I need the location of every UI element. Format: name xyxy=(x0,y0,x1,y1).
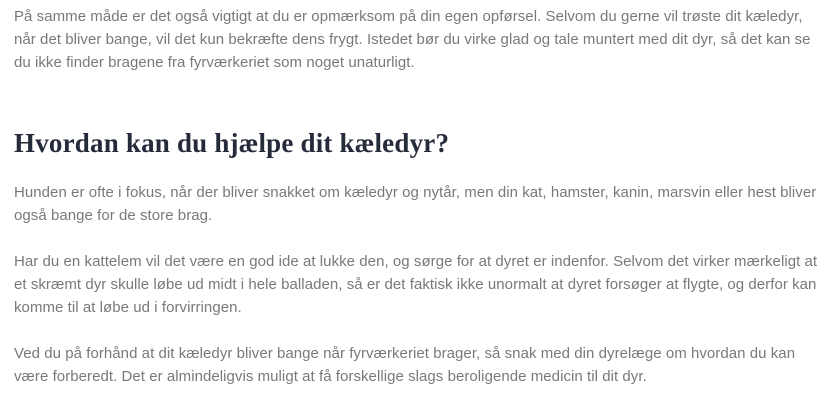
paragraph-own-behaviour: På samme måde er det også vigtigt at du er opmærksom på din egen opførsel. Selvom du gerne vil trøste dit kæledyr, når det bliver bange, vil det kun bekræfte dens frygt. Istedet bør du virke glad og tale muntert med dit dyr, så det kan se du ikke finder bragene fra fyrværkeriet som noget unaturligt. xyxy=(14,8,811,71)
paragraph-vet-advice: Ved du på forhånd at dit kæledyr bliver bange når fyrværkeriet brager, så snak med din dyrelæge om hvordan du kan være forberedt. Det er almindeligvis muligt at få forskellige slags beroligende medicin til dit dyr. xyxy=(14,345,796,385)
paragraph-cat-flap: Har du en kattelem vil det være en god ide at lukke den, og sørge for at dyret er indenfor. Selvom det virker mærkeligt at et skræmt dyr skulle løbe ud midt i hele balladen, så er det faktisk ikke unormalt at dyret forsøger at flygte, og derfor kan komme til at løbe ud i forvirringen. xyxy=(14,253,818,316)
paragraph-pets-in-focus: Hunden er ofte i fokus, når der bliver snakket om kæledyr og nytår, men din kat, hamster, kanin, marsvin eller hest bliver også bange for de store brag. xyxy=(14,184,817,224)
section-heading-help-your-pet: Hvordan kan du hjælpe dit kæledyr? xyxy=(14,128,450,158)
